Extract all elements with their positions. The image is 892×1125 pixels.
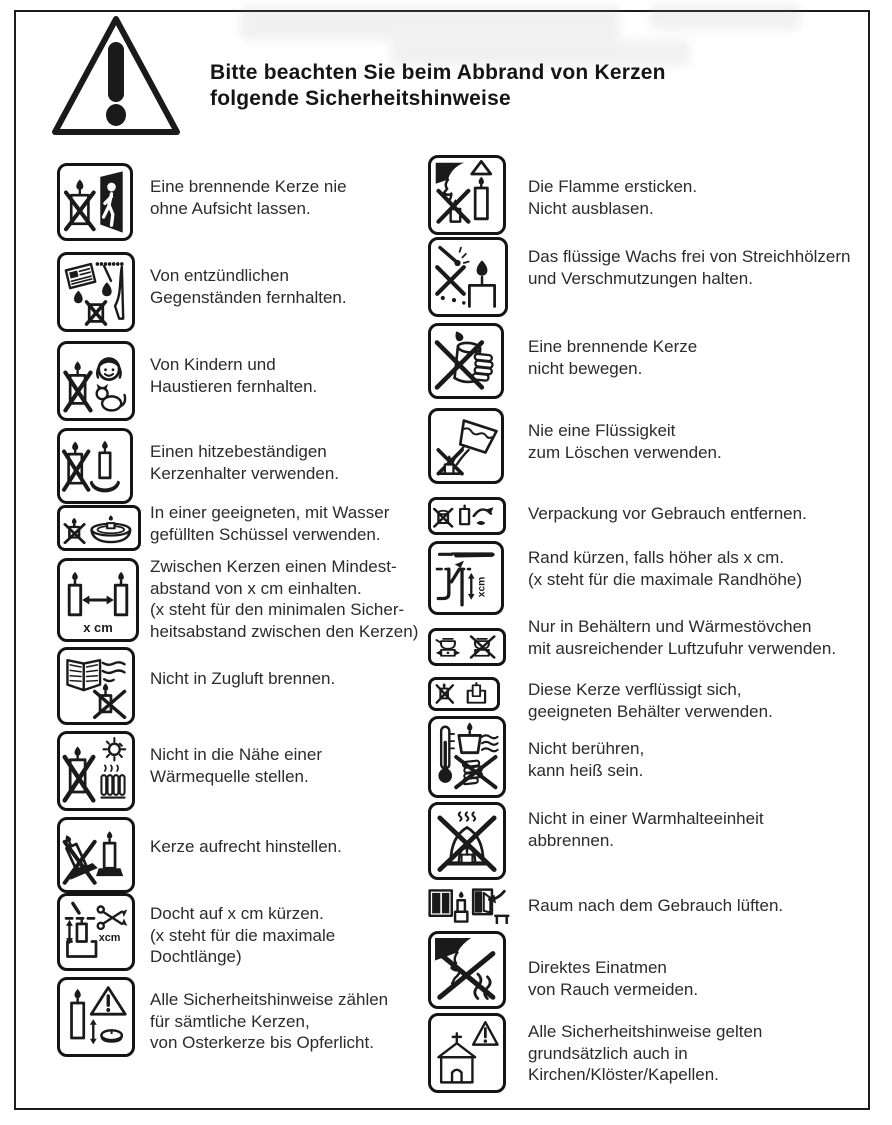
safety-instruction-left-9 <box>150 836 342 858</box>
instruction-line: Haustieren fernhalten. <box>150 376 318 396</box>
instruction-line: kann heiß sein. <box>528 760 644 780</box>
svg-text:xcm: xcm <box>98 931 121 944</box>
instruction-line: Nicht berühren, <box>528 739 645 758</box>
dont-move-candle-icon <box>428 323 504 399</box>
instruction-line: und Verschmutzungen halten. <box>528 268 753 288</box>
instruction-line: (x steht für den minimalen Sicher- <box>150 600 405 619</box>
safety-instruction-right-3 <box>528 336 697 379</box>
instruction-line: abstand von x cm einhalten. <box>150 578 362 598</box>
instruction-line: (x steht für die maximale <box>150 925 336 945</box>
instruction-line: Kirchen/Klöster/Kapellen. <box>528 1065 719 1084</box>
safety-instruction-right-9 <box>528 738 644 781</box>
safety-instruction-left-1 <box>150 176 347 219</box>
dont-touch-icon <box>428 716 506 798</box>
instruction-line: Von Kindern und <box>150 355 276 374</box>
liquefying-candle-icon <box>428 677 500 711</box>
page-title-line1: Bitte beachten Sie beim Abbrand von Kerzen <box>210 61 666 84</box>
instruction-line: nicht bewegen. <box>528 358 643 378</box>
safety-instruction-left-7 <box>150 668 335 690</box>
instruction-line: heitsabstand zwischen den Kerzen) <box>150 621 419 641</box>
instruction-line: (x steht für die maximale Randhöhe) <box>528 569 803 589</box>
safety-instruction-left-11 <box>150 989 388 1054</box>
safety-instruction-right-13 <box>528 1021 762 1086</box>
instruction-line: zum Löschen verwenden. <box>528 442 722 462</box>
container-airflow-icon <box>428 628 506 666</box>
safety-instruction-right-8 <box>528 679 773 722</box>
instruction-line: In einer geeigneten, mit Wasser <box>150 503 390 522</box>
instruction-line: Nur in Behältern und Wärmestövchen <box>528 617 812 636</box>
svg-text:x cm: x cm <box>83 619 113 635</box>
instruction-line: Nie eine Flüssigkeit <box>528 421 676 440</box>
safety-instruction-left-5 <box>150 502 389 545</box>
svg-text:xcm: xcm <box>476 576 488 598</box>
instruction-line: gefüllten Schüssel verwenden. <box>150 524 381 544</box>
draft-icon <box>57 647 135 725</box>
instruction-line: Alle Sicherheitshinweise zählen <box>150 990 389 1009</box>
instruction-line: Raum nach dem Gebrauch lüften. <box>528 896 784 915</box>
heat-source-icon <box>57 731 135 811</box>
instruction-line: Gegenständen fernhalten. <box>150 287 347 307</box>
safety-instruction-right-6 <box>528 547 802 590</box>
exclamation-triangle-icon <box>48 12 184 143</box>
instruction-line: geeigneten Behälter verwenden. <box>528 701 773 721</box>
safety-instruction-left-10 <box>150 903 335 968</box>
safety-instruction-right-2 <box>528 246 851 289</box>
instruction-line: Von entzündlichen <box>150 266 289 285</box>
instruction-line: Kerze aufrecht hinstellen. <box>150 837 342 856</box>
instruction-line: Alle Sicherheitshinweise gelten <box>528 1022 763 1041</box>
safety-instruction-left-4 <box>150 441 339 484</box>
safety-instruction-right-10 <box>528 808 764 851</box>
safety-instruction-left-6 <box>150 556 418 642</box>
safety-instruction-right-1 <box>528 176 697 219</box>
no-liquid-extinguish-icon <box>428 408 504 484</box>
instruction-line: Kerzenhalter verwenden. <box>150 463 340 483</box>
instruction-line: Docht auf x cm kürzen. <box>150 904 324 923</box>
instruction-line: abbrennen. <box>528 830 615 850</box>
instruction-line: mit ausreichender Luftzufuhr verwenden. <box>528 638 837 658</box>
instruction-line: Nicht in Zugluft brennen. <box>150 669 336 688</box>
instruction-line: ohne Aufsicht lassen. <box>150 198 311 218</box>
trim-wick-icon <box>57 893 135 971</box>
instruction-line: Rand kürzen, falls höher als x cm. <box>528 548 785 567</box>
instruction-line: Nicht in einer Warmhalteeinheit <box>528 809 764 828</box>
all-candle-types-icon <box>57 977 135 1057</box>
instruction-line: grundsätzlich auch in <box>528 1043 688 1063</box>
instruction-line: für sämtliche Kerzen, <box>150 1011 310 1031</box>
water-bowl-icon <box>57 505 141 551</box>
page-title <box>210 60 666 112</box>
instruction-line: Zwischen Kerzen einen Mindest- <box>150 557 397 576</box>
instruction-line: Direktes Einatmen <box>528 958 667 977</box>
candle-distance-icon <box>57 558 139 642</box>
instruction-line: Die Flamme ersticken. <box>528 177 698 196</box>
instruction-line: Nicht in die Nähe einer <box>150 745 322 764</box>
safety-instruction-right-11 <box>528 895 783 917</box>
church-use-icon <box>428 1013 506 1093</box>
instruction-line: Diese Kerze verflüssigt sich, <box>528 680 742 699</box>
safety-instruction-left-3 <box>150 354 317 397</box>
instruction-line: Dochtlänge) <box>150 947 242 966</box>
flammable-objects-icon <box>57 252 135 332</box>
page-title-line2: folgende Sicherheitshinweise <box>210 87 511 110</box>
no-smoke-inhale-icon <box>428 931 506 1009</box>
safety-instruction-right-4 <box>528 420 722 463</box>
safety-instruction-right-5 <box>528 503 807 525</box>
clean-wax-icon <box>428 237 508 317</box>
safety-instruction-right-7 <box>528 616 836 659</box>
no-warming-unit-icon <box>428 802 506 880</box>
instruction-line: Wärmequelle stellen. <box>150 766 309 786</box>
scan-artifact <box>650 4 800 30</box>
trim-rim-icon <box>428 541 504 615</box>
instruction-line: von Rauch vermeiden. <box>528 979 699 999</box>
instruction-line: Das flüssige Wachs frei von Streichhölzern <box>528 247 851 266</box>
instruction-line: von Osterkerze bis Opferlicht. <box>150 1033 374 1052</box>
remove-packaging-icon <box>428 497 506 535</box>
instruction-line: Eine brennende Kerze nie <box>150 177 347 196</box>
safety-instruction-left-2 <box>150 265 347 308</box>
ventilate-room-icon <box>428 888 510 924</box>
smother-flame-icon <box>428 155 506 235</box>
instruction-line: Einen hitzebeständigen <box>150 442 327 461</box>
unattended-candle-icon <box>57 163 133 241</box>
instruction-line: Verpackung vor Gebrauch entfernen. <box>528 504 807 523</box>
instruction-line: Eine brennende Kerze <box>528 337 698 356</box>
upright-candle-icon <box>57 817 135 893</box>
children-pets-icon <box>57 341 135 421</box>
safety-instruction-right-12 <box>528 957 698 1000</box>
heat-resistant-holder-icon <box>57 428 133 504</box>
instruction-line: Nicht ausblasen. <box>528 198 654 218</box>
safety-instruction-left-8 <box>150 744 322 787</box>
scan-artifact <box>240 6 620 40</box>
